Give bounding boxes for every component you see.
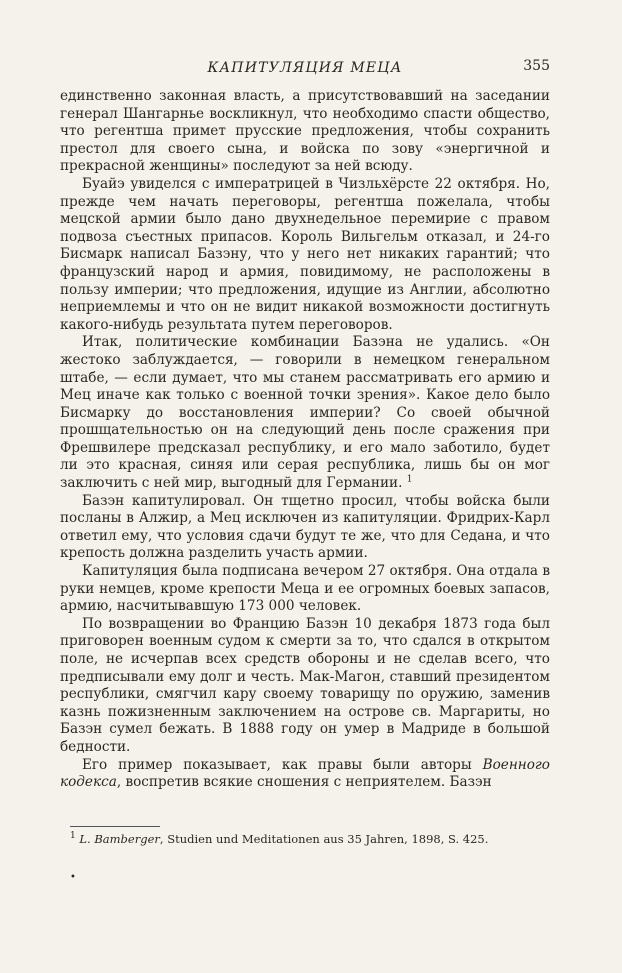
page-number: 355 bbox=[523, 58, 550, 74]
main-text bbox=[60, 88, 550, 792]
footnote bbox=[70, 832, 550, 847]
paragraph: Капитуляция была подписана вечером 27 октября. Она отдала в руки немцев, кроме крепости Меца и ее огромных боевых запасов, армию, насчитывавшую 173 000 человек. bbox=[60, 563, 550, 615]
ornament-dot: • bbox=[70, 872, 76, 883]
footnote-number: 1 bbox=[70, 831, 76, 842]
page-header bbox=[60, 58, 550, 82]
paragraph: Базэн капитулировал. Он тщетно просил, чтобы войска были посланы в Алжир, а Мец исключен из капитуляции. Фридрих-Карл ответил ему, что условия сдачи будут те же, что для Седана, и что крепость должна разделить участь армии. bbox=[60, 492, 550, 562]
running-title: КАПИТУЛЯЦИЯ МЕЦА bbox=[207, 60, 403, 76]
footnote-marker: 1 bbox=[406, 474, 413, 485]
footnote-author: L. Bamberger bbox=[79, 832, 160, 846]
paragraph: Буайэ увиделся с императрицей в Чизльхёрсте 22 октября. Но, прежде чем начать переговоры, регентша пожелала, чтобы мецской армии было дано двухнедельное перемирие с правом подвоза съестных припасов. Король Вильгельм отказал, и 24-го Бисмарк написал Базэну, что у него нет никаких гарантий; что французский народ и армия, повидимому, не расположены в пользу империи; что предложения, идущие из Англии, абсолютно неприемлемы и что он не видит никакой возможности достигнуть какого-нибудь результата путем переговоров. bbox=[60, 175, 550, 333]
paragraph: Итак, политические комбинации Базэна не удались. «Он жестоко заблуждается, — говорили в немецком генеральном штабе, — если думает, что мы станем рассматривать его армию и Мец иначе как только с военной точки зрения». Какое дело было Бисмарку до восстановления империи? Со своей обычной прошщательностью он на следующий день после сражения при Фрешвилере предсказал республику, и его мало заботило, будет ли это красная, синяя или серая республика, лишь бы он мог заключить с ней мир, выгодный для Германии. $^1$ bbox=[60, 334, 550, 492]
paragraph: По возвращении во Францию Базэн 10 декабря 1873 года был приговорен военным судом к смерти за то, что сдался в открытом поле, не исчерпав всех средств обороны и не сделав всего, что предписывали ему долг и честь. Мак-Магон, ставший президентом республики, смягчил кару своему товарищу по оружию, заменив казнь пожизненным заключением на острове св. Маргариты, но Базэн сумел бежать. В 1888 году он умер в Мадриде в большой бедности. bbox=[60, 615, 550, 755]
italic-term: Военного кодекса bbox=[60, 756, 550, 791]
footnote-divider bbox=[70, 826, 160, 827]
paragraph: Его пример показывает, как правы были авторы Военного кодекса, воспретив всякие сношения с неприятелем. Базэн bbox=[60, 756, 550, 791]
footnote-text: , Studien und Meditationen aus 35 Jahren, 1898, S. 425. bbox=[159, 832, 489, 846]
paragraph: единственно законная власть, а присутствовавший на заседании генерал Шангарнье воскликнул, что необходимо спасти общество, что регентша примет прусские предложения, чтобы сохранить престол для своего сына, и войска по зову «энергичной и прекрасной женщины» последуют за ней всюду. bbox=[60, 88, 550, 175]
